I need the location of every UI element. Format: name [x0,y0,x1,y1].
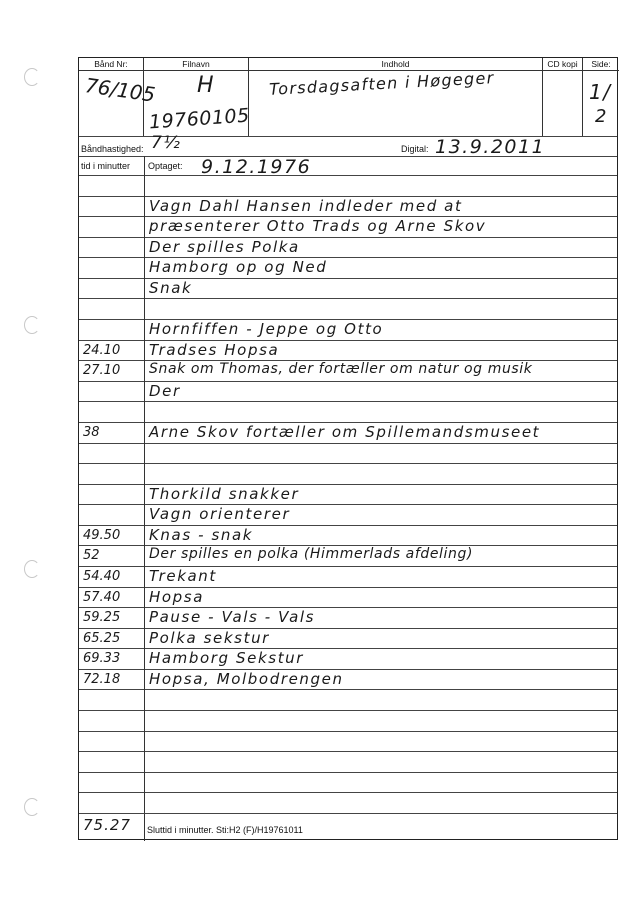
punch-hole-middle [24,316,40,334]
table-row [79,628,617,649]
row-time: 54.40 [83,569,121,585]
table-row [79,381,617,402]
row-content: Vagn orienterer [149,505,291,524]
row-time: 24.10 [83,342,121,358]
row-content: Hornfiffen - Jeppe og Otto [149,320,384,339]
table-row [79,319,617,340]
time-column-divider [144,156,145,841]
row-time: 38 [83,424,100,440]
table-row [79,504,617,525]
recording-log-sheet [78,57,618,840]
punch-hole-bottom [24,798,40,816]
band-nr-header: Bånd Nr: [79,58,144,71]
row-content: Der spilles Polka [149,237,300,256]
row-content: Vagn Dahl Hansen indleder med at [149,196,463,215]
baandhastighed-value: 7½ [151,133,182,153]
row-content: Hamborg op og Ned [149,258,328,277]
table-row [79,298,617,319]
footer-text: Sluttid i minutter. Sti:H2 (F)/H19761011 [147,825,303,835]
row-time: 59.25 [83,610,121,626]
table-row [79,422,617,443]
row-content: Trekant [149,567,217,586]
row-content: Polka sekstur [149,628,270,647]
table-row [79,566,617,587]
row-content: Hopsa [149,587,204,606]
table-row [79,731,617,752]
filnavn-top-value: H [197,73,216,98]
side-header: Side: [583,58,619,71]
digital-value: 13.9.2011 [435,136,546,158]
table-row [79,196,617,217]
table-row [79,710,617,731]
punch-hole-top [24,68,40,86]
table-row [79,237,617,258]
indhold-value: Torsdagsaften i Høgeger [268,68,495,99]
table-row [79,690,617,711]
table-row [79,278,617,299]
table-row [79,216,617,237]
baandhastighed-label: Båndhastighed: [81,144,144,154]
row-content: Snak [149,278,193,297]
table-row [79,484,617,505]
row-time: 65.25 [83,630,121,646]
row-time: 69.33 [83,651,121,667]
optaget-value: 9.12.1976 [201,156,312,178]
table-row [79,443,617,464]
band-nr-value: 76/105 [83,73,157,107]
row-time: 52 [83,548,100,564]
table-row [79,772,617,793]
row-time: 57.40 [83,589,121,605]
row-time: 49.50 [83,527,121,543]
row-content: Snak om Thomas, der fortæller om natur og musik [149,361,533,378]
table-row [79,360,617,381]
row-content: Hamborg Sekstur [149,649,305,668]
row-content: Pause - Vals - Vals [149,608,316,627]
table-row [79,587,617,608]
row-content: Tradses Hopsa [149,340,280,359]
row-content: Arne Skov fortæller om Spillemandsmuseet [149,422,541,441]
table-row [79,607,617,628]
table-row [79,525,617,546]
footer-time: 75.27 [83,816,131,834]
table-row [79,751,617,772]
row-content: Der spilles en polka (Himmerlads afdeling) [149,546,474,563]
table-row [79,463,617,484]
table-row [79,401,617,422]
table-row [79,545,617,566]
optaget-label: Optaget: [148,161,183,171]
side-top-value: 1/ [589,80,612,104]
filnavn-header: Filnavn [144,58,249,71]
tid-label: tid i minutter [81,161,131,171]
row-content: Hopsa, Molbodrengen [149,669,344,688]
indhold-header: Indhold [249,58,543,71]
row-content: Thorkild snakker [149,484,300,503]
side-bottom-value: 2 [595,106,608,127]
row-time: 72.18 [83,671,121,687]
cd-kopi-header: CD kopi [543,58,583,71]
punch-hole-lower [24,560,40,578]
entries-list [79,175,617,813]
table-row [79,175,617,196]
filnavn-bottom-value: 19760105 [148,104,251,134]
table-row [79,648,617,669]
row-content: Der [149,381,181,400]
table-row [79,669,617,690]
digital-label: Digital: [401,144,429,154]
row-content: præsenterer Otto Trads og Arne Skov [149,217,487,236]
row-time: 27.10 [83,363,121,379]
table-row [79,340,617,361]
row-content: Knas - snak [149,525,254,544]
cd-kopi-cell [543,71,583,136]
table-row [79,257,617,278]
table-row [79,792,617,813]
